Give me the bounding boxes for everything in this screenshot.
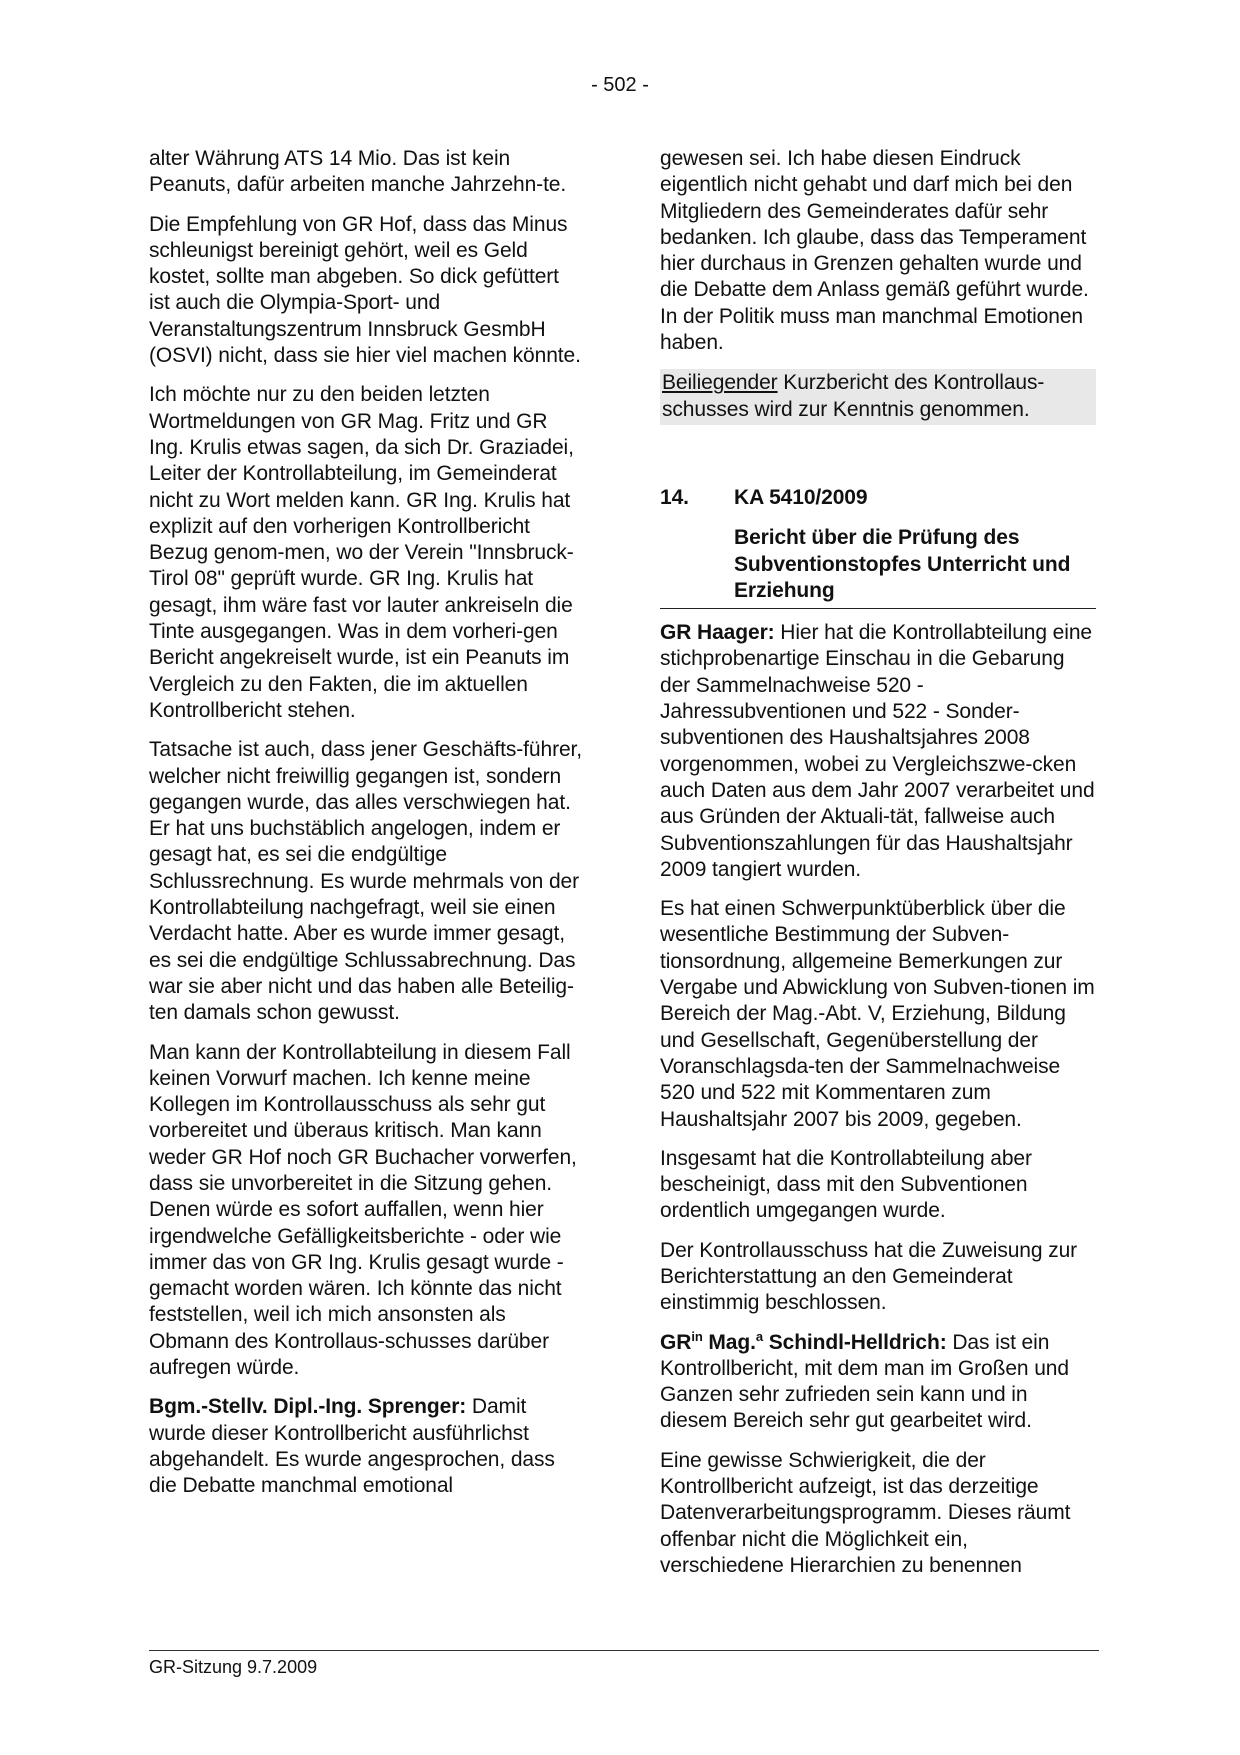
right-column: [660, 146, 1096, 1592]
paragraph: Ich möchte nur zu den beiden letzten Wortmeldungen von GR Mag. Fritz und GR Ing. Krulis etwas sagen, da sich Dr. Graziadei, Leiter der Kontrollabteilung, im Gemeinderat nicht zu Wort melden kann. GR Ing. Krulis hat explizit auf den vorherigen Kontrollbericht Bezug genom-men, wo der Verein "Innsbruck-Tirol 08" geprüft wurde. GR Ing. Krulis hat gesagt, ihm wäre fast vor lauter ankreiseln die Tinte ausgegangen. Was in dem vorheri-gen Bericht angekreiselt wurde, ist ein Peanuts im Vergleich zu den Fakten, die im aktuellen Kontrollbericht stehen.: [149, 383, 574, 722]
page-number: - 502 -: [591, 74, 649, 96]
paragraph: Es hat einen Schwerpunktüberblick über die wesentliche Bestimmung der Subven-tionsordnung, allgemeine Bemerkungen zur Vergabe und Abwicklung von Subven-tionen im Bereich der Mag.-Abt. V, Erziehung, Bildung und Gesellschaft, Gegenüberstellung der Voranschlagsda-ten der Sammelnachweise 520 und 522 mit Kommentaren zum Haushaltsjahr 2007 bis 2009, gegeben.: [660, 897, 1095, 1131]
paragraph: Man kann der Kontrollabteilung in diesem Fall keinen Vorwurf machen. Ich kenne meine Kollegen im Kontrollausschuss als sehr gut vorbereitet und überaus kritisch. Man kann weder GR Hof noch GR Buchacher vorwerfen, dass sie unvorbereitet in die Sitzung gehen. Denen würde es sofort auffallen, wenn hier irgendwelche Gefälligkeitsberichte - oder wie immer das von GR Ing. Krulis gesagt wurde - gemacht worden wären. Ich könnte das nicht feststellen, weil ich mich ansonsten als Obmann des Kontrollaus-schusses darüber aufregen würde.: [149, 1040, 577, 1380]
agenda-reference: KA 5410/2009: [734, 485, 868, 509]
left-column: [149, 146, 585, 1513]
agenda-number: 14.: [660, 485, 689, 509]
agenda-item-heading: [660, 485, 1096, 609]
speech-text: Hier hat die Kontrollabteilung eine stichprobenartige Einschau in die Gebarung der Sammelnachweise 520 - Jahressubventionen und 522 - Sonder-subventionen des Haushaltsjahres 2008 vorgenommen, wobei zu Vergleichszwe-cken auch Daten aus dem Jahr 2007 verarbeitet und aus Gründen der Aktuali-tät, fallweise auch Subventionszahlungen für das Haushaltsjahr 2009 tangiert wurden.: [660, 621, 1095, 881]
speaker-name: $GR^{in}$ Mag.$^a$ Schindl-Helldrich:: [660, 1328, 947, 1354]
paragraph: Der Kontrollausschuss hat die Zuweisung zur Berichterstattung an den Gemeinderat einstimmig beschlossen.: [660, 1238, 1078, 1315]
speaker-name: GR Haager:: [660, 621, 775, 645]
agenda-title: Bericht über die Prüfung des Subventionstopfes Unterricht und Erziehung: [734, 526, 1071, 602]
paragraph: Eine gewisse Schwierigkeit, die der Kontrollbericht aufzeigt, ist das derzeitige Datenverarbeitungsprogramm. Dieses räumt offenbar nicht die Möglichkeit ein, verschiedene Hierarchien zu benennen: [660, 1448, 1071, 1577]
footer-divider: [149, 1650, 1099, 1651]
paragraph: Insgesamt hat die Kontrollabteilung aber bescheinigt, dass mit den Subventionen ordentlich umgegangen wurde.: [660, 1146, 1032, 1223]
footer-session-date: GR-Sitzung 9.7.2009: [149, 1657, 318, 1677]
paragraph: [660, 620, 1096, 883]
paragraph: [149, 1394, 585, 1499]
paragraph: gewesen sei. Ich habe diesen Eindruck eigentlich nicht gehabt und darf mich bei den Mitgliedern des Gemeinderates dafür sehr bedanken. Ich glaube, dass das Temperament hier durchaus in Grenzen gehalten wurde und die Debatte dem Anlass gemäß geführt wurde. In der Politik muss man manchmal Emotionen haben.: [660, 147, 1089, 355]
paragraph: alter Währung ATS 14 Mio. Das ist kein Peanuts, dafür arbeiten manche Jahrzehn-te.: [149, 147, 567, 197]
speech-text: Damit wurde dieser Kontrollbericht ausführlichst abgehandelt. Es wurde angesprochen, dass die Debatte manchmal emotional: [149, 1395, 555, 1498]
paragraph: [660, 1330, 1096, 1435]
speech-text: Das ist ein Kontrollbericht, mit dem man im Großen und Ganzen sehr zufrieden sein kann und in diesem Bereich sehr gut gearbeitet wird.: [660, 1330, 1069, 1433]
resolution-text: Kurzbericht des Kontrollaus-schusses wird zur Kenntnis genommen.: [662, 371, 1045, 421]
speaker-name: Bgm.-Stellv. Dipl.-Ing. Sprenger:: [149, 1395, 467, 1419]
paragraph: Tatsache ist auch, dass jener Geschäfts-führer, welcher nicht freiwillig gegangen ist, sondern gegangen wurde, das alles verschwiegen hat. Er hat uns buchstäblich angelogen, indem er gesagt hat, es sei die endgültige Schlussrechnung. Es wurde mehrmals von der Kontrollabteilung nachgefragt, weil sie einen Verdacht hatte. Aber es wurde immer gesagt, es sei die endgültige Schlussabrechnung. Das war sie aber nicht und das haben alle Beteilig-ten damals schon gewusst.: [149, 738, 583, 1025]
resolution-box: [660, 369, 1096, 425]
paragraph: Die Empfehlung von GR Hof, dass das Minus schleunigst bereinigt gehört, weil es Geld kostet, sollte man abgeben. So dick gefüttert ist auch die Olympia-Sport- und Veranstaltungszentrum Innsbruck GesmbH (OSVI) nicht, dass sie hier viel machen könnte.: [149, 212, 581, 368]
resolution-underlined: Beiliegender: [662, 371, 778, 395]
